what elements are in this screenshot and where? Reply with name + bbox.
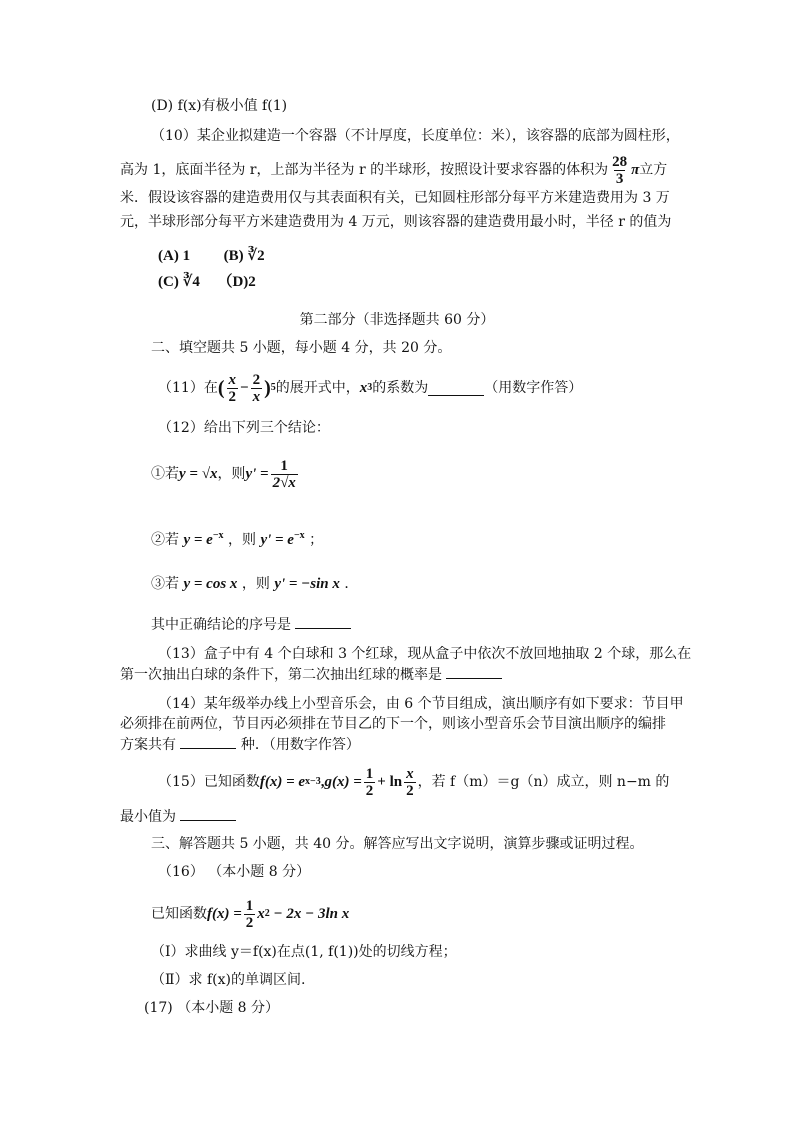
q11-answer-blank[interactable] [428, 381, 484, 396]
q16-f-rest: − 2x − 3ln x [269, 906, 350, 922]
option-d-prev: (D) f(x)有极小值 f(1) [151, 98, 288, 114]
q16-f-num: 1 [245, 897, 254, 914]
q15-line2-text: 最小值为 [120, 809, 176, 825]
option-b-value: ∛2 [247, 248, 265, 264]
q15-f-power: x−3 [305, 776, 321, 787]
q11-suffix: 的系数为 [372, 380, 429, 396]
section3-header: 三、解答题共 5 小题，共 40 分。解答应写出文字说明，演算步骤或证明过程。 [151, 836, 644, 852]
q12-conclusion-2 [151, 526, 323, 550]
q15-suffix: ，若 f（m）＝g（n）成立，则 n−m 的 [417, 774, 670, 790]
q11-prefix: （11）在 [158, 380, 218, 396]
q13-line2-text: 第一次抽出白球的条件下，第二次抽出红球的概率是 [120, 667, 442, 683]
option-b-label: (B) [223, 248, 244, 264]
c3-mid: ，则 [241, 576, 270, 592]
q10-line2 [120, 152, 667, 188]
c2-expr: y = e [183, 532, 213, 548]
c2-rhs-power: −x [293, 530, 305, 541]
q15-g-num: 1 [365, 765, 374, 782]
c2-mid: ，则 [227, 532, 256, 548]
q16-f-x: x [257, 906, 265, 922]
q16-given-prefix: 已知函数 [151, 906, 207, 922]
q12-conclusion-1 [151, 452, 300, 496]
c3-rhs: y' = −sin x [274, 576, 340, 592]
volume-den: 3 [615, 170, 624, 187]
q11-frac2-den: x [252, 388, 261, 405]
q10-line2-tail: 立方 [639, 162, 668, 178]
q12-conclusion-3 [151, 574, 358, 594]
q15-prefix: （15）已知函数 [158, 774, 260, 790]
q15-answer-blank[interactable] [180, 806, 236, 821]
q15-f-expr: f(x) = e [259, 774, 306, 790]
q16-f-x-power: 2 [264, 908, 270, 919]
c2-power: −x [212, 530, 224, 541]
q12-answer-line [151, 614, 351, 635]
q15-line1 [158, 762, 669, 802]
c1-expr: y = √x [179, 466, 218, 482]
option-c-value: ∛4 [182, 274, 200, 290]
q15-line2 [120, 806, 236, 827]
q12-answer-text: 其中正确结论的序号是 [151, 617, 291, 633]
c3-expr: y = cos x [183, 576, 238, 592]
q13-line1: （13）盒子中有 4 个白球和 3 个红球，现从盒子中依次不放回地抽取 2 个球，那么在 [158, 646, 692, 662]
q11-power: 5 [270, 382, 276, 393]
option-c-label: (C) [158, 274, 179, 290]
q11-frac2-num: 2 [252, 371, 261, 388]
q11-open-paren: ( [217, 377, 225, 399]
part2-title: 第二部分（非选择题共 60 分） [299, 312, 495, 328]
q10-options-row1 [158, 246, 265, 266]
q16-f-lhs: f(x) = [207, 906, 242, 922]
c1-num: 1 [280, 457, 288, 474]
c1-lhs: y' = [245, 466, 269, 482]
q16-f-den: 2 [245, 914, 254, 931]
q11-x-power: 3 [367, 382, 373, 393]
q14-answer-blank[interactable] [180, 734, 236, 749]
q16-part1: （Ⅰ）求曲线 y＝f(x)在点(1, f(1))处的切线方程； [151, 944, 457, 960]
q11-tail: （用数字作答） [484, 380, 583, 396]
q12-answer-blank[interactable] [295, 614, 351, 629]
q14-line1: （14）某年级举办线上小型音乐会，由 6 个节目组成，演出顺序有如下要求：节目甲 [158, 696, 684, 712]
q15-g-num2: x [406, 765, 414, 782]
q14-line2: 必须排在前两位，节目丙必须排在节目乙的下一个，则该小型音乐会节目演出顺序的编排 [120, 716, 666, 732]
pi-symbol: π [631, 162, 640, 178]
section2-header: 二、填空题共 5 小题，每小题 4 分，共 20 分。 [151, 340, 452, 356]
c1-prefix: ①若 [151, 466, 179, 482]
q11-close-paren: ) [264, 377, 271, 399]
q10-line1: （10）某企业拟建造一个容器（不计厚度，长度单位：米），该容器的底部为圆柱形， [151, 128, 680, 144]
q14-line3 [120, 734, 360, 755]
option-a: (A) 1 [158, 248, 191, 264]
q16-given [151, 894, 349, 934]
q11-mid: 的展开式中， [275, 380, 360, 396]
c3-end: ． [344, 576, 359, 592]
volume-fraction [610, 154, 629, 187]
q15-g-lhs: g(x) = [324, 774, 362, 790]
q15-g-frac1 [364, 766, 376, 799]
q16-part2: （Ⅱ）求 f(x)的单调区间. [151, 972, 306, 988]
q10-options-row2 [158, 272, 256, 292]
q11-frac1 [227, 372, 239, 405]
c2-end: ； [309, 532, 324, 548]
q10-line2-text: 高为 1，底面半径为 r，上部为半径为 r 的半球形，按照设计要求容器的体积为 [120, 162, 609, 178]
c2-prefix: ②若 [151, 532, 179, 548]
q13-answer-blank[interactable] [446, 664, 502, 679]
c1-mid: ，则 [217, 466, 246, 482]
c1-fraction [271, 458, 298, 491]
q15-g-plus: + ln [377, 774, 403, 790]
c3-prefix: ③若 [151, 576, 179, 592]
q15-g-frac2 [404, 766, 416, 799]
q15-g-den: 2 [365, 782, 374, 799]
q12-intro: （12）给出下列三个结论： [158, 420, 330, 436]
q16-title: （16） （本小题 8 分） [158, 864, 311, 880]
q11-frac1-den: 2 [228, 388, 236, 405]
volume-num: 28 [612, 153, 628, 170]
q11-frac1-num: x [228, 371, 236, 388]
q11-minus: − [240, 380, 249, 396]
q17-title: (17) （本小题 8 分） [144, 1000, 279, 1016]
q11 [158, 368, 582, 408]
q13-line2 [120, 664, 502, 685]
q11-x: x [359, 380, 368, 396]
option-d: （D)2 [217, 274, 256, 290]
q11-frac2 [251, 372, 263, 405]
q15-g-den2: 2 [406, 782, 414, 799]
q10-line4: 元，半球形部分每平方米建造费用为 4 万元，则该容器的建造费用最小时，半径 r 的值为 [120, 214, 672, 230]
q10-line3: 米．假设该容器的建造费用仅与其表面积有关，已知圆柱形部分每平方米建造费用为 3 万 [120, 190, 670, 206]
q14-line3-b: 种．（用数字作答） [240, 737, 360, 753]
q14-line3-a: 方案共有 [120, 737, 176, 753]
c1-den: 2√x [272, 474, 296, 491]
q15-comma: , [320, 774, 325, 790]
q16-f-frac [244, 898, 256, 931]
c2-rhs: y' = e [260, 532, 294, 548]
